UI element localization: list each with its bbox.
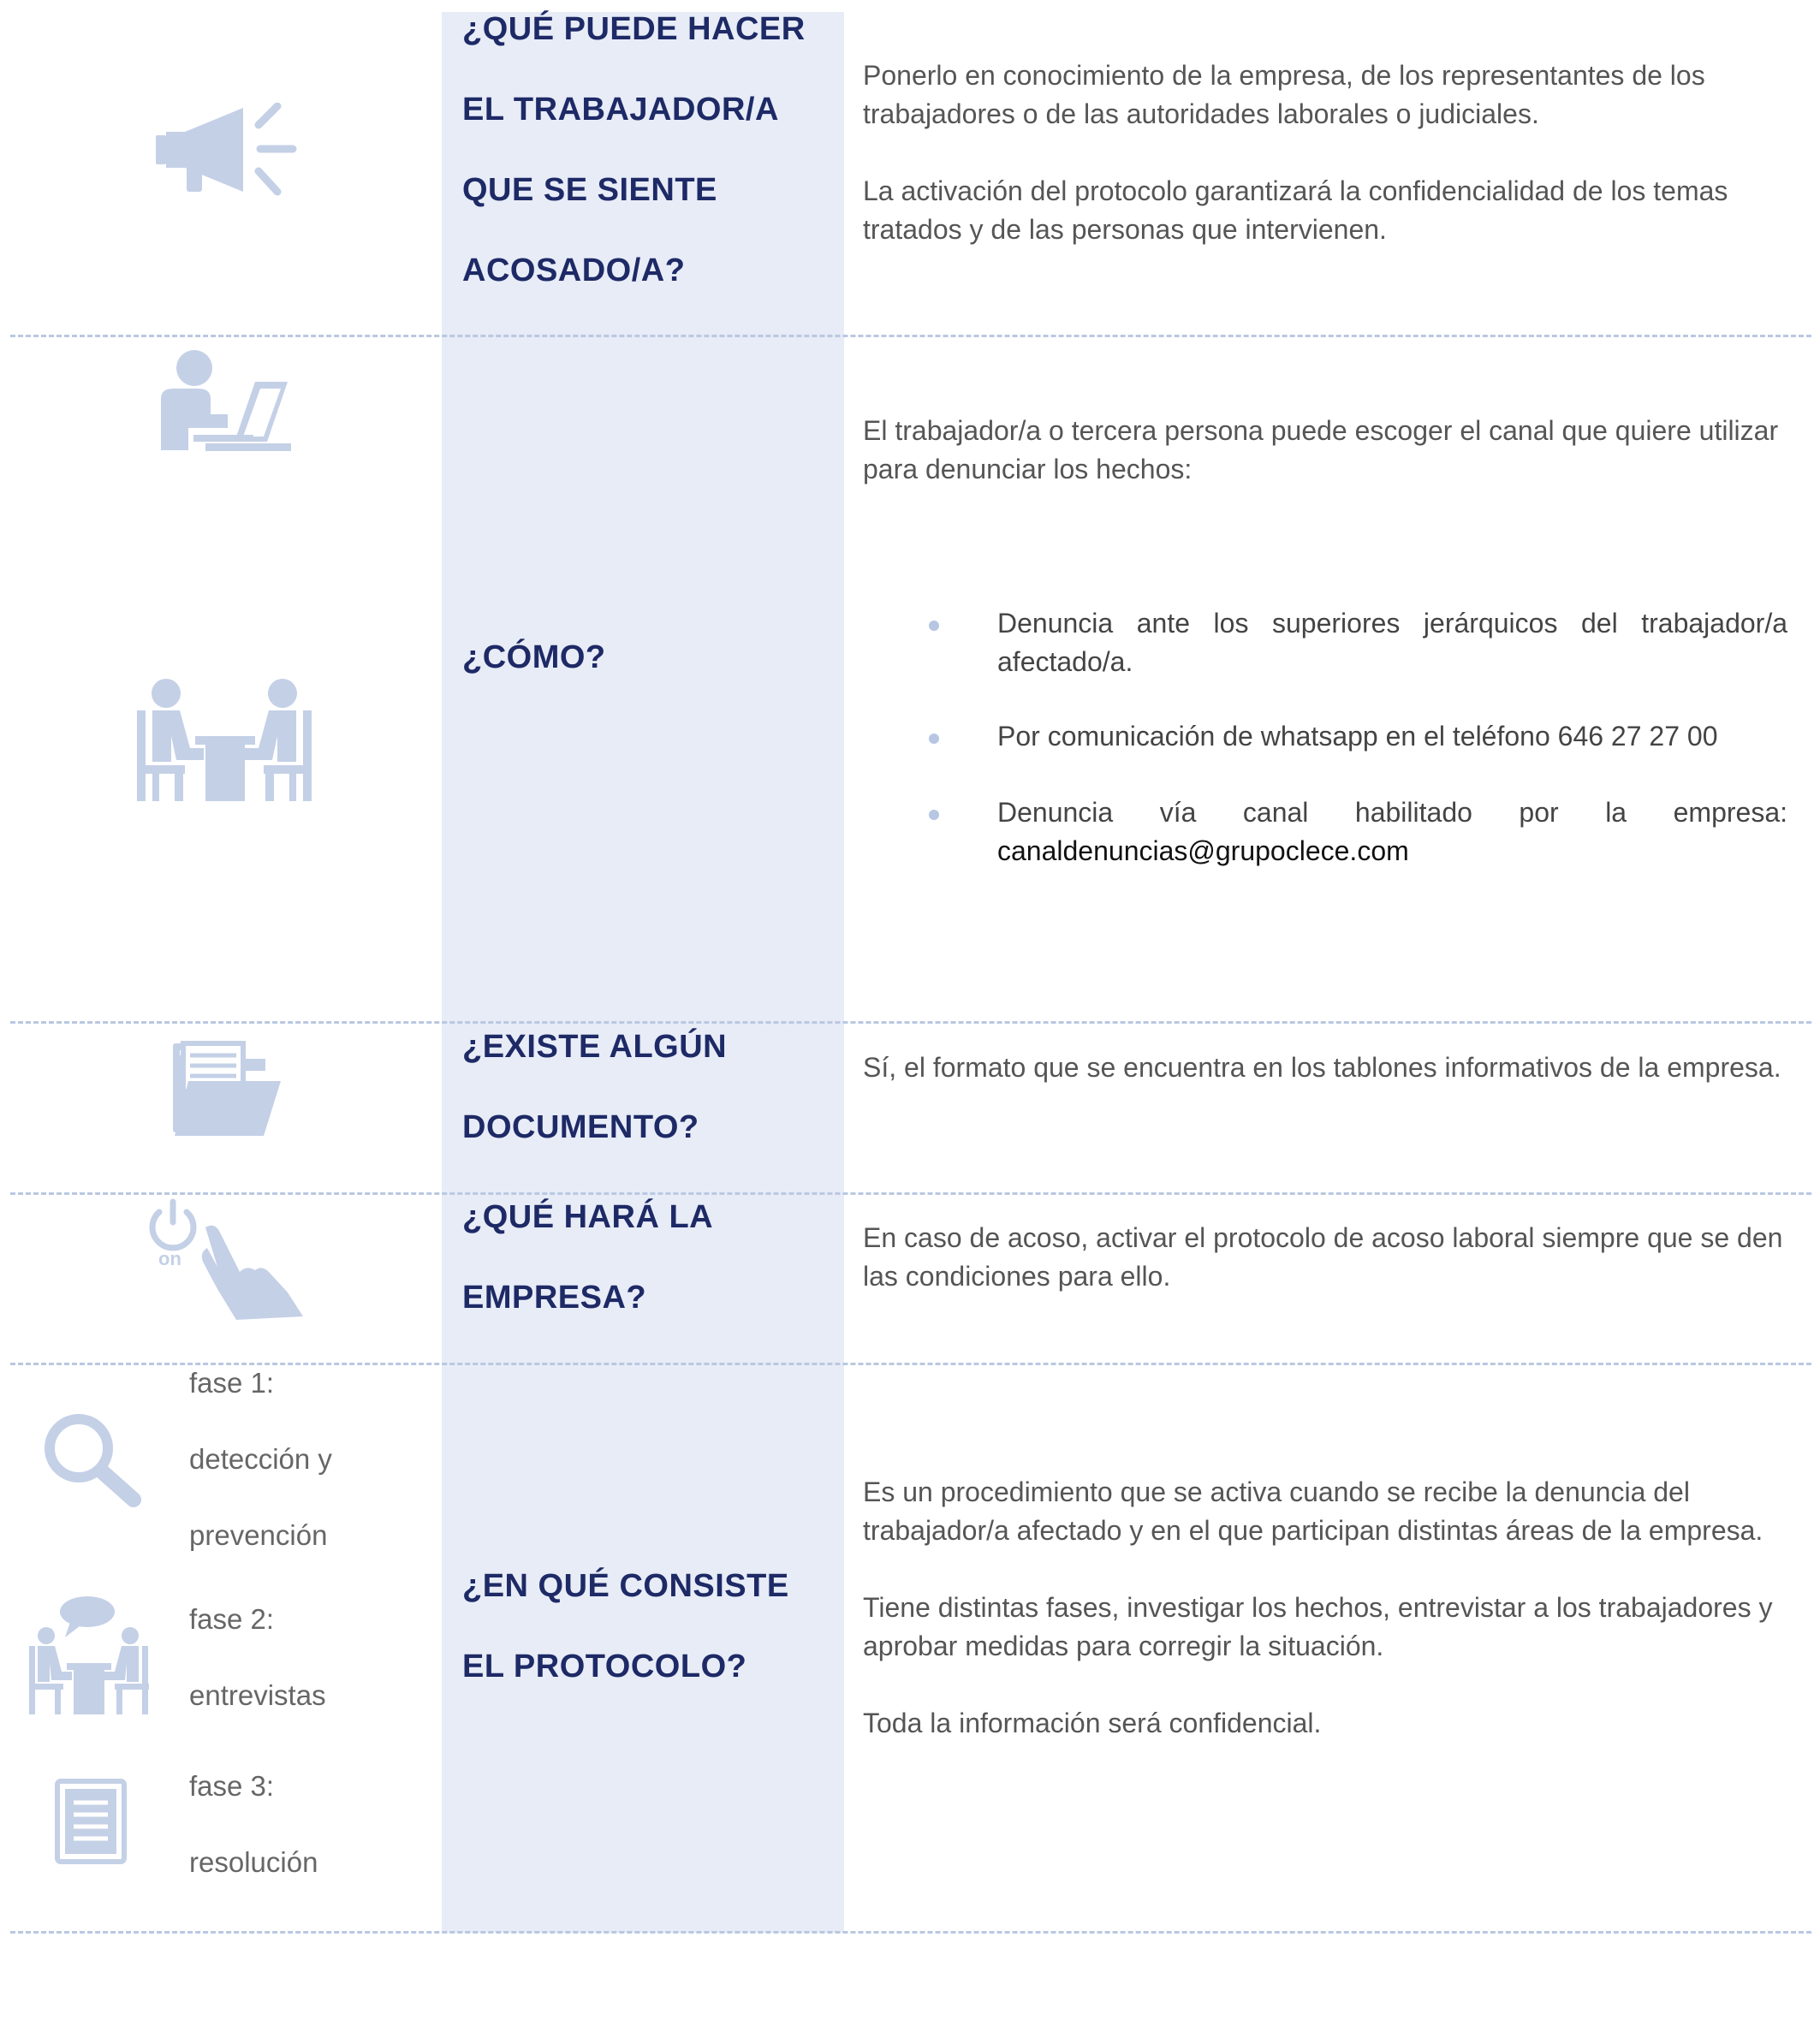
question-line: ¿QUÉ HARÁ LA — [462, 1199, 714, 1235]
answer-paragraph: La activación del protocolo garantizará la confidencialidad de los temas tratados y de las personas que intervienen. — [863, 175, 1728, 245]
question-que-puede-hacer — [462, 0, 839, 311]
interview-icon — [27, 1596, 152, 1716]
answer-paragraph: Ponerlo en conocimiento de la empresa, de los representantes de los trabajadores o de las autoridades laborales o judiciales. — [863, 60, 1705, 129]
question-line: ¿EN QUÉ CONSISTE — [462, 1568, 789, 1604]
bullet-dot — [929, 621, 939, 631]
bullet-text: Denuncia vía canal habilitado por la empresa: — [997, 797, 1787, 828]
answer-como-intro — [863, 412, 1787, 489]
row-divider — [10, 1192, 1811, 1195]
bullet-text: Por comunicación de whatsapp en el teléfono 646 27 27 00 — [997, 721, 1718, 752]
list-item — [929, 604, 1787, 681]
question-line: ¿CÓMO? — [462, 639, 606, 675]
document-list-icon — [55, 1779, 127, 1864]
question-line: EL TRABAJADOR/A — [462, 92, 779, 128]
question-line: ¿EXISTE ALGÚN — [462, 1029, 728, 1065]
answer-existe-documento — [863, 1049, 1787, 1087]
folder-documents-icon — [171, 1040, 283, 1138]
power-on-label: on — [158, 1248, 181, 1269]
phase-line: fase 3: — [189, 1770, 275, 1802]
phase-line: entrevistas — [189, 1679, 326, 1711]
two-people-meeting-icon — [137, 676, 317, 805]
answer-paragraph: En caso de acoso, activar el protocolo de acoso laboral siempre que se den las condiciones para ello. — [863, 1222, 1783, 1292]
answer-en-que-consiste — [863, 1473, 1787, 1743]
question-en-que-consiste — [462, 1546, 839, 1707]
question-como — [462, 617, 839, 698]
phase-line: fase 1: — [189, 1367, 275, 1399]
channel-list — [929, 604, 1787, 906]
list-item — [929, 793, 1787, 870]
question-line: ACOSADO/A? — [462, 253, 686, 288]
question-line: DOCUMENTO? — [462, 1109, 699, 1145]
bullet-text: Denuncia ante los superiores jerárquicos del trabajador/a — [997, 608, 1787, 639]
row-divider — [10, 1931, 1811, 1934]
power-on-hand-icon — [144, 1197, 306, 1325]
list-item — [929, 717, 1787, 756]
answer-que-puede-hacer — [863, 56, 1787, 249]
question-que-hara-empresa — [462, 1177, 839, 1338]
phase-3-label — [189, 1748, 318, 1900]
answer-paragraph: Tiene distintas fases, investigar los hechos, entrevistar a los trabajadores y aprobar medidas para corregir la situación. — [863, 1592, 1773, 1661]
phase-1-label — [189, 1345, 332, 1573]
person-at-laptop-icon — [159, 349, 292, 452]
phase-line: fase 2: — [189, 1603, 275, 1635]
question-existe-documento — [462, 1007, 839, 1167]
bullet-text: afectado/a. — [997, 646, 1133, 677]
answer-paragraph: El trabajador/a o tercera persona puede escoger el canal que quiere utilizar para denunciar los hechos: — [863, 415, 1779, 484]
row-divider — [10, 335, 1811, 337]
phase-2-label — [189, 1581, 326, 1733]
phase-line: detección y — [189, 1443, 332, 1475]
megaphone-icon — [154, 103, 300, 197]
answer-paragraph: Sí, el formato que se encuentra en los tablones informativos de la empresa. — [863, 1052, 1781, 1083]
question-line: EL PROTOCOLO? — [462, 1649, 747, 1684]
phase-line: resolución — [189, 1846, 318, 1878]
phase-line: prevención — [189, 1519, 328, 1551]
answer-paragraph: Es un procedimiento que se activa cuando se recibe la denuncia del trabajador/a afectado y en el que participan distintas áreas de la empresa. — [863, 1476, 1763, 1546]
row-divider — [10, 1021, 1811, 1024]
answer-paragraph: Toda la información será confidencial. — [863, 1708, 1322, 1738]
bullet-dot — [929, 810, 939, 820]
question-line: ¿QUÉ PUEDE HACER — [462, 11, 806, 47]
question-line: EMPRESA? — [462, 1280, 647, 1316]
email-link[interactable]: canaldenuncias@grupoclece.com — [997, 835, 1409, 866]
magnifier-icon — [41, 1411, 144, 1509]
bullet-dot — [929, 734, 939, 744]
answer-que-hara-empresa — [863, 1219, 1787, 1296]
question-line: QUE SE SIENTE — [462, 172, 717, 208]
